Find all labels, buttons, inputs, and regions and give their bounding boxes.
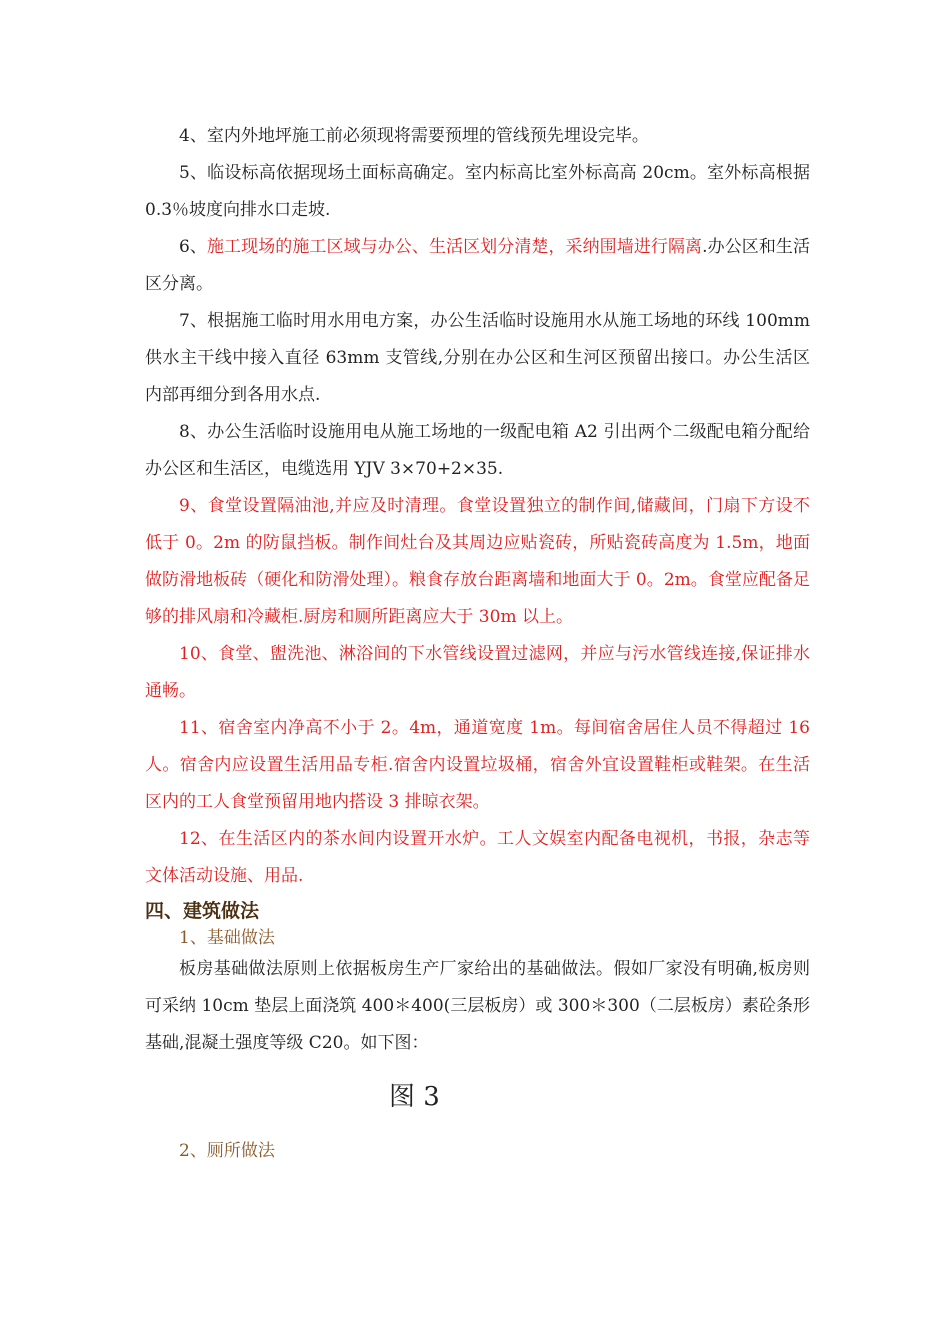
item-6-rest: .办公区和生活区分离。	[145, 237, 810, 294]
paragraph-item-5: 5、临设标高依据现场土面标高确定。室内标高比室外标高高 20cm。室外标高根据 0.3％坡度向排水口走坡.	[145, 163, 810, 220]
paragraph-item-8: 8、办公生活临时设施用电从施工场地的一级配电箱 A2 引出两个二级配电箱分配给办公区和生活区，电缆选用 YJV 3×70+2×35.	[145, 422, 810, 479]
paragraph-item-12: 12、在生活区内的茶水间内设置开水炉。工人文娱室内配备电视机，书报，杂志等文体活动设施、用品.	[145, 829, 810, 886]
subsection-heading-toilet: 2、厕所做法	[179, 1141, 275, 1161]
paragraph-item-4: 4、室内外地坪施工前必须现将需要预埋的管线预先埋设完毕。	[179, 126, 649, 146]
paragraph-item-10: 10、食堂、盥洗池、淋浴间的下水管线设置过滤网，并应与污水管线连接,保证排水通畅。	[145, 644, 810, 701]
item-6-highlight: 施工现场的施工区域与办公、生活区划分清楚，采纳围墙进行隔离	[206, 237, 703, 257]
section-heading: 四、建筑做法	[145, 900, 260, 922]
paragraph-item-9: 9、食堂设置隔油池,并应及时清理。食堂设置独立的制作间,储藏间，门扇下方设不低于 0。2m 的防鼠挡板。制作间灶台及其周边应贴瓷砖，所贴瓷砖高度为 1.5m，地面做防滑地板砖（硬化和防滑处理）。粮食存放台距离墙和地面大于 0。2m。食堂应配备足够的排风扇和冷藏柜.厨房和厕所距离应大于 30m 以上。	[145, 496, 810, 627]
subsection-heading-foundation: 1、基础做法	[179, 928, 275, 948]
document-body	[145, 118, 810, 1164]
paragraph-item-11: 11、宿舍室内净高不小于 2。4m，通道宽度 1m。每间宿舍居住人员不得超过 16 人。宿舍内应设置生活用品专柜.宿舍内设置垃圾桶，宿舍外宜设置鞋柜或鞋架。在生活区内的工人食堂预留用地内搭设 3 排晾衣架。	[145, 718, 810, 812]
item-6-prefix: 6、	[179, 237, 207, 257]
paragraph-foundation: 板房基础做法原则上依据板房生产厂家给出的基础做法。假如厂家没有明确,板房则可采纳 10cm 垫层上面浇筑 400＊400(三层板房）或 300＊300（二层板房）素砼条形基础,混凝土强度等级 C20。如下图：	[145, 959, 810, 1053]
paragraph-item-7: 7、根据施工临时用水用电方案，办公生活临时设施用水从施工场地的环线 100mm 供水主干线中接入直径 63mm 支管线,分别在办公区和生河区预留出接口。办公生活区内部再细分到各用水点.	[145, 311, 810, 405]
figure-caption: 图 3	[389, 1082, 440, 1112]
paragraph-item-6	[145, 229, 810, 303]
